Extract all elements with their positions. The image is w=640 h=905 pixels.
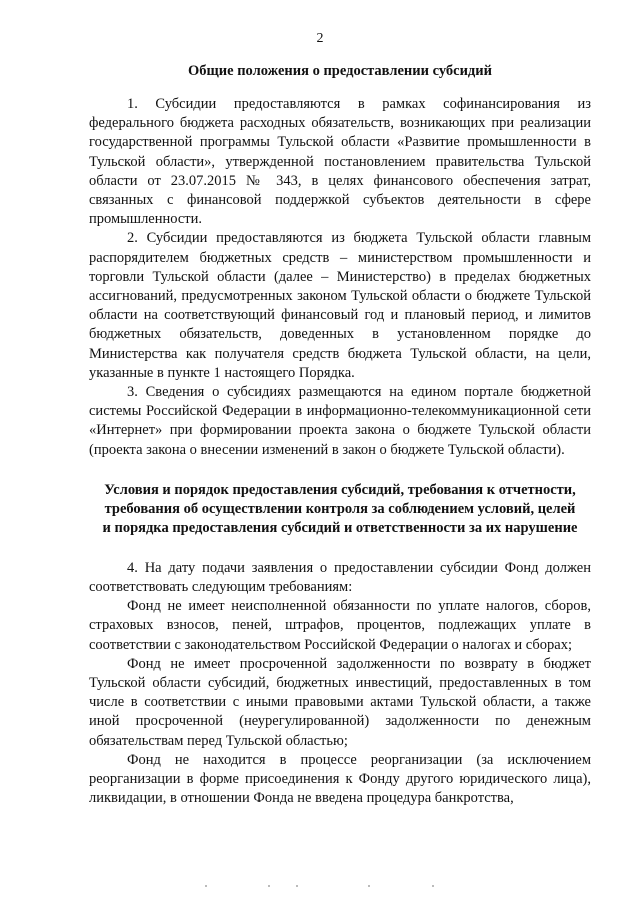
section-title-line: Условия и порядок предоставления субсидий, требования к отчетности, xyxy=(104,481,576,498)
section-title-line: и порядка предоставления субсидий и ответственности за их нарушение xyxy=(102,519,578,536)
section-title-general: Общие положения о предоставлении субсидий xyxy=(188,63,492,79)
document-body xyxy=(89,62,591,809)
scan-dot xyxy=(296,885,298,887)
paragraph-requirement-reorganization: Фонд не находится в процессе реорганизации (за исключением реорганизации в форме присоединения к Фонду другого юридического лица), ликвидации, в отношении Фонда не введена процедура банкротства, xyxy=(89,751,591,807)
page-number: 2 xyxy=(316,31,324,46)
section-title-conditions xyxy=(89,481,591,538)
paragraph-3: 3. Сведения о субсидиях размещаются на едином портале бюджетной системы Российской Федерации в информационно-телекоммуникационной сети «Интернет» при формировании проекта закона о бюджете Тульской области (проекта закона о внесении изменений в закон о бюджете Тульской области). xyxy=(89,384,591,458)
paragraph-requirement-taxes: Фонд не имеет неисполненной обязанности по уплате налогов, сборов, страховых взносов, пеней, штрафов, процентов, подлежащих уплате в соответствии с законодательством Российской Федерации о налогах и сборах; xyxy=(89,598,591,653)
scan-dot xyxy=(268,885,270,887)
paragraph-4: 4. На дату подачи заявления о предоставлении субсидии Фонд должен соответствовать следующим требованиям: xyxy=(89,559,591,596)
scan-artifacts xyxy=(0,885,640,891)
section-title-line: требования об осуществлении контроля за соблюдением условий, целей xyxy=(104,500,576,517)
paragraph-requirement-debt: Фонд не имеет просроченной задолженности по возврату в бюджет Тульской области субсидий, бюджетных инвестиций, предоставленных в том числе в соответствии с иными правовыми актами Тульской области, а также иной просроченной (неурегулированной) задолженности по денежным обязательствам перед Тульской областью; xyxy=(89,655,591,749)
paragraph-1: 1. Субсидии предоставляются в рамках софинансирования из федерального бюджета расходных обязательств, возникающих при реализации государственной программы Тульской области «Развитие промышленности в Тульской области», утвержденной постановлением правительства Тульской области от 23.07.2015 № 343, в целях финансового обеспечения затрат, связанных с финансовой поддержкой субъектов деятельности в сфере промышленности. xyxy=(89,96,591,228)
scan-dot xyxy=(432,885,434,887)
scan-dot xyxy=(205,885,207,887)
paragraph-2: 2. Субсидии предоставляются из бюджета Тульской области главным распорядителем бюджетных средств – министерством промышленности и торговли Тульской области (далее – Министерство) в пределах бюджетных ассигнований, предусмотренных законом Тульской области о бюджете Тульской области на соответствующий финансовый год и плановый период, и лимитов бюджетных обязательств, доведенных в установленном порядке до Министерства как получателя средств бюджета Тульской области, на цели, указанные в пункте 1 настоящего Порядка. xyxy=(89,230,591,381)
scan-dot xyxy=(368,885,370,887)
